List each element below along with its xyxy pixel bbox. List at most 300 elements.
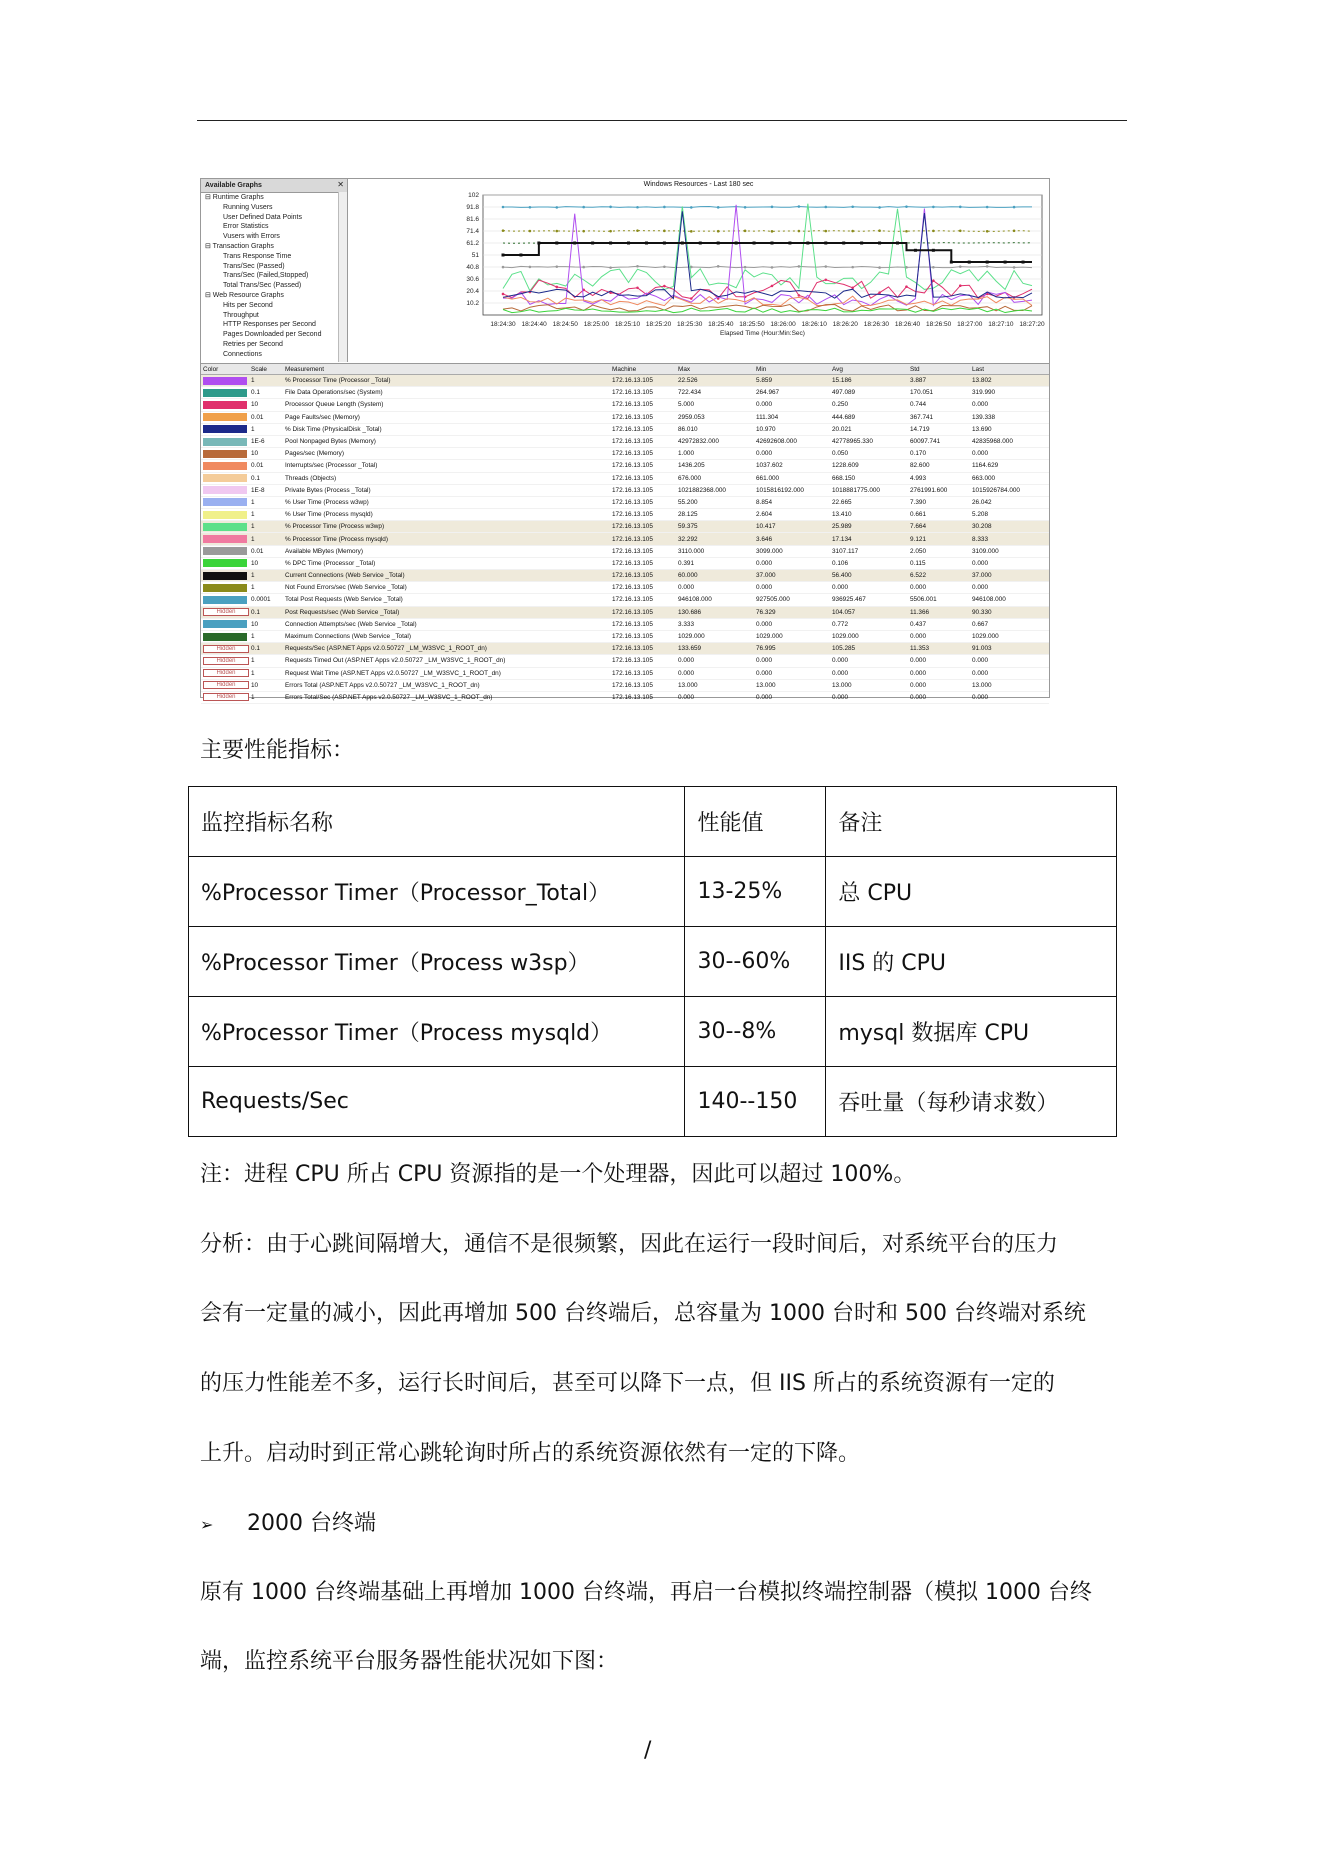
legend-cell-avg: 444.689 [830, 411, 908, 423]
legend-cell-std: 170.051 [908, 387, 970, 399]
series-point [771, 285, 774, 288]
legend-header-cell: Machine [610, 364, 676, 375]
legend-cell-scale: 10 [249, 399, 283, 411]
series-point [851, 230, 854, 233]
legend-cell-avg: 22.665 [830, 496, 908, 508]
legend-cell-max: 86.010 [676, 423, 754, 435]
series-point [798, 265, 801, 268]
series-point [959, 265, 962, 268]
legend-cell-avg: 1029.000 [830, 630, 908, 642]
metric-note: IIS 的 CPU [826, 927, 1117, 997]
legend-cell-measure: Private Bytes (Process _Total) [283, 484, 610, 496]
legend-header-cell: Std [908, 364, 970, 375]
legend-cell-avg: 0.772 [830, 618, 908, 630]
legend-row[interactable] [201, 557, 1049, 569]
series-point [932, 206, 935, 209]
legend-cell-max: 0.000 [676, 655, 754, 667]
legend-cell-machine: 172.16.13.105 [610, 630, 676, 642]
legend-cell-scale: 1 [249, 570, 283, 582]
legend-cell-scale: 1 [249, 582, 283, 594]
legend-header-cell: Scale [249, 364, 283, 375]
legend-cell-last: 946108.000 [970, 594, 1049, 606]
legend-cell-avg: 104.057 [830, 606, 908, 618]
legend-cell-measure: Pages/sec (Memory) [283, 448, 610, 460]
legend-cell-max: 1.000 [676, 448, 754, 460]
legend-cell-measure: % User Time (Process w3wp) [283, 496, 610, 508]
legend-cell-std: 5506.001 [908, 594, 970, 606]
legend-cell-machine: 172.16.13.105 [610, 667, 676, 679]
x-tick-label: 18:26:20 [832, 321, 858, 328]
series-point [663, 265, 666, 268]
legend-color-swatch [201, 582, 249, 594]
legend-row[interactable] [201, 655, 1049, 667]
legend-cell-avg: 3107.117 [830, 545, 908, 557]
legend-cell-avg: 0.000 [830, 691, 908, 703]
legend-cell-last: 0.000 [970, 691, 1049, 703]
series-point [690, 206, 693, 209]
section-heading: 主要性能指标： [200, 738, 355, 763]
legend-row[interactable] [201, 570, 1049, 582]
metric-value: 30--60% [685, 927, 826, 997]
legend-cell-min: 661.000 [754, 472, 830, 484]
legend-cell-min: 0.000 [754, 399, 830, 411]
legend-cell-last: 139.338 [970, 411, 1049, 423]
legend-cell-measure: % Disk Time (PhysicalDisk _Total) [283, 423, 610, 435]
tree-item[interactable]: ⊟ Web Resource Graphs [205, 291, 284, 299]
series-point [950, 261, 953, 264]
legend-cell-min: 264.967 [754, 387, 830, 399]
series-point [555, 206, 558, 209]
legend-row[interactable] [201, 533, 1049, 545]
table-row [189, 927, 1117, 997]
series-point [1022, 261, 1025, 264]
legend-cell-avg: 0.106 [830, 557, 908, 569]
legend-cell-std: 2761991.600 [908, 484, 970, 496]
legend-cell-last: 13.690 [970, 423, 1049, 435]
series-point [798, 205, 801, 208]
legend-color-swatch [201, 496, 249, 508]
legend-cell-scale: 0.1 [249, 472, 283, 484]
series-point [690, 297, 693, 300]
legend-row[interactable] [201, 496, 1049, 508]
legend-color-swatch: Hidden [201, 679, 249, 691]
series-point [609, 206, 612, 209]
series-point [1013, 229, 1016, 232]
tree-item[interactable]: Trans/Sec (Passed) [223, 262, 285, 270]
x-tick-label: 18:26:00 [770, 321, 796, 328]
legend-cell-scale: 0.01 [249, 411, 283, 423]
legend-cell-scale: 1 [249, 691, 283, 703]
legend-cell-scale: 0.1 [249, 643, 283, 655]
series-point [914, 249, 917, 252]
legend-color-swatch [201, 387, 249, 399]
series-point [502, 293, 505, 296]
legend-cell-last: 26.042 [970, 496, 1049, 508]
legend-cell-scale: 1 [249, 423, 283, 435]
legend-cell-scale: 1 [249, 655, 283, 667]
legend-cell-max: 133.659 [676, 643, 754, 655]
legend-cell-std: 0.115 [908, 557, 970, 569]
legend-cell-max: 676.000 [676, 472, 754, 484]
legend-cell-std: 3.887 [908, 375, 970, 387]
legend-cell-machine: 172.16.13.105 [610, 521, 676, 533]
legend-color-swatch [201, 472, 249, 484]
series-point [717, 206, 720, 209]
tree-item[interactable]: Connections [223, 350, 262, 358]
legend-cell-max: 42972832.000 [676, 435, 754, 447]
legend-row[interactable] [201, 509, 1049, 521]
legend-cell-machine: 172.16.13.105 [610, 460, 676, 472]
x-tick-label: 18:24:30 [490, 321, 516, 328]
legend-cell-last: 13.000 [970, 679, 1049, 691]
series-point [932, 266, 935, 269]
legend-cell-min: 76.329 [754, 606, 830, 618]
legend-color-swatch [201, 448, 249, 460]
metrics-header-row [189, 787, 1117, 857]
legend-row[interactable] [201, 387, 1049, 399]
legend-header-cell: Measurement [283, 364, 610, 375]
series-point [798, 230, 801, 233]
tree-item[interactable]: ⊟ Runtime Graphs [205, 194, 264, 201]
legend-cell-last: 1029.000 [970, 630, 1049, 642]
legend-cell-std: 0.000 [908, 691, 970, 703]
legend-cell-max: 0.391 [676, 557, 754, 569]
legend-cell-min: 0.000 [754, 582, 830, 594]
legend-cell-std: 7.664 [908, 521, 970, 533]
resource-graph [348, 179, 1049, 362]
legend-row[interactable] [201, 375, 1049, 387]
legend-cell-last: 1164.629 [970, 460, 1049, 472]
series-point [537, 242, 540, 245]
legend-cell-scale: 10 [249, 448, 283, 460]
legend-row[interactable] [201, 399, 1049, 411]
legend-row[interactable] [201, 594, 1049, 606]
legend-row[interactable] [201, 484, 1049, 496]
legend-cell-machine: 172.16.13.105 [610, 643, 676, 655]
series-point [878, 229, 881, 232]
legend-cell-avg: 1018881775.000 [830, 484, 908, 496]
legend-cell-scale: 10 [249, 557, 283, 569]
legend-cell-max: 0.000 [676, 582, 754, 594]
x-tick-label: 18:26:50 [925, 321, 952, 328]
legend-cell-last: 91.003 [970, 643, 1049, 655]
series-point [1013, 266, 1016, 269]
legend-row[interactable] [201, 435, 1049, 447]
legend-cell-last: 42835968.000 [970, 435, 1049, 447]
legend-cell-std: 0.000 [908, 667, 970, 679]
x-tick-label: 18:25:20 [645, 321, 672, 328]
legend-cell-min: 1015816192.000 [754, 484, 830, 496]
series-point [529, 206, 532, 209]
legend-cell-avg: 13.410 [830, 509, 908, 521]
graph-canvas [348, 179, 1049, 362]
series-point [968, 261, 971, 264]
tree-item[interactable]: HTTP Responses per Second [223, 321, 316, 329]
tree-item[interactable]: Error Statistics [223, 223, 269, 231]
legend-color-swatch [201, 618, 249, 630]
legend-row[interactable] [201, 643, 1049, 655]
legend-cell-min: 1037.602 [754, 460, 830, 472]
series-point [824, 279, 827, 282]
legend-row[interactable] [201, 679, 1049, 691]
legend-cell-last: 0.000 [970, 667, 1049, 679]
analysis-line: 上升。启动时到正常心跳轮询时所占的系统资源依然有一定的下降。 [200, 1441, 861, 1466]
legend-cell-max: 22.526 [676, 375, 754, 387]
legend-cell-measure: Maximum Connections (Web Service _Total) [283, 630, 610, 642]
series-point [878, 242, 881, 245]
legend-cell-avg: 0.050 [830, 448, 908, 460]
legend-cell-scale: 1 [249, 667, 283, 679]
legend-cell-last: 0.000 [970, 557, 1049, 569]
series-point [609, 242, 612, 245]
legend-row[interactable] [201, 423, 1049, 435]
legend-cell-min: 0.000 [754, 667, 830, 679]
series-point [842, 242, 845, 245]
legend-cell-max: 1436.205 [676, 460, 754, 472]
tree-item[interactable]: Pages Downloaded per Second [223, 331, 322, 339]
legend-cell-measure: % Processor Time (Processor _Total) [283, 375, 610, 387]
legend-row[interactable] [201, 448, 1049, 460]
legend-cell-min: 10.970 [754, 423, 830, 435]
series-point [717, 230, 720, 233]
tree-item[interactable]: User Defined Data Points [223, 213, 302, 221]
series-point [878, 266, 881, 269]
legend-cell-scale: 1 [249, 521, 283, 533]
metric-value: 30--8% [685, 997, 826, 1067]
legend-cell-last: 0.000 [970, 448, 1049, 460]
legend-cell-scale: 0.01 [249, 545, 283, 557]
legend-cell-last: 30.208 [970, 521, 1049, 533]
legend-header-cell: Avg [830, 364, 908, 375]
legend-cell-scale: 0.1 [249, 606, 283, 618]
series-point [582, 206, 585, 209]
table-row [189, 1067, 1117, 1137]
legend-cell-scale: 1E-8 [249, 484, 283, 496]
legend-cell-max: 130.686 [676, 606, 754, 618]
header-cell: 性能值 [685, 787, 826, 857]
legend-row[interactable] [201, 472, 1049, 484]
tree-item[interactable]: Running Vusers [223, 203, 273, 211]
legend-cell-max: 2959.053 [676, 411, 754, 423]
body-line: 端，监控系统平台服务器性能状况如下图： [200, 1649, 619, 1674]
legend-cell-min: 0.000 [754, 618, 830, 630]
legend-cell-max: 1021882368.000 [676, 484, 754, 496]
legend-cell-machine: 172.16.13.105 [610, 618, 676, 630]
legend-cell-avg: 17.134 [830, 533, 908, 545]
legend-cell-max: 3.333 [676, 618, 754, 630]
series-point [502, 254, 505, 257]
legend-cell-measure: Processor Queue Length (System) [283, 399, 610, 411]
metric-name: %Processor Timer（Process mysqld） [189, 997, 685, 1067]
legend-cell-avg: 1228.609 [830, 460, 908, 472]
series-point [744, 206, 747, 209]
tree-item[interactable]: Trans/Sec (Failed,Stopped) [223, 272, 309, 280]
legend-cell-measure: Requests Timed Out (ASP.NET Apps v2.0.50727 _LM_W3SVC_1_ROOT_dn) [283, 655, 610, 667]
legend-cell-scale: 1E-6 [249, 435, 283, 447]
legend-row[interactable] [201, 582, 1049, 594]
legend-cell-machine: 172.16.13.105 [610, 411, 676, 423]
legend-cell-measure: Requests/Sec (ASP.NET Apps v2.0.50727 _LM_W3SVC_1_ROOT_dn) [283, 643, 610, 655]
legend-cell-machine: 172.16.13.105 [610, 496, 676, 508]
series-point [878, 291, 881, 294]
tree-item[interactable]: Retries per Second [223, 340, 283, 348]
legend-cell-avg: 668.150 [830, 472, 908, 484]
x-tick-label: 18:25:50 [739, 321, 765, 328]
metrics-table [188, 786, 1117, 1137]
series-point [824, 206, 827, 209]
x-tick-label: 18:25:10 [614, 321, 641, 328]
tree-item[interactable]: Total Trans/Sec (Passed) [223, 282, 302, 290]
legend-cell-avg: 20.021 [830, 423, 908, 435]
series-point [636, 265, 639, 268]
legend-cell-machine: 172.16.13.105 [610, 423, 676, 435]
legend-cell-min: 2.604 [754, 509, 830, 521]
graph-title: Windows Resources - Last 180 sec [643, 181, 754, 188]
legend-cell-std: 367.741 [908, 411, 970, 423]
legend-cell-std: 0.661 [908, 509, 970, 521]
legend-color-swatch [201, 399, 249, 411]
performance-screenshot [200, 178, 1050, 701]
legend-cell-max: 946108.000 [676, 594, 754, 606]
header-rule [197, 120, 1127, 121]
legend-cell-max: 32.292 [676, 533, 754, 545]
legend-cell-machine: 172.16.13.105 [610, 509, 676, 521]
series-point [627, 242, 630, 245]
metric-name: Requests/Sec [189, 1067, 685, 1137]
legend-row[interactable] [201, 667, 1049, 679]
legend-cell-max: 55.200 [676, 496, 754, 508]
series-point [1013, 206, 1016, 209]
tree-item[interactable]: Hits per Second [223, 301, 273, 309]
legend-cell-last: 0.000 [970, 582, 1049, 594]
series-point [735, 242, 738, 245]
legend-row[interactable] [201, 606, 1049, 618]
legend-color-swatch [201, 570, 249, 582]
legend-cell-avg: 42778965.330 [830, 435, 908, 447]
legend-cell-measure: % User Time (Process mysqld) [283, 509, 610, 521]
series-point [744, 230, 747, 233]
header-cell: 备注 [826, 787, 1117, 857]
series-point [905, 230, 908, 233]
legend-color-swatch [201, 423, 249, 435]
legend-cell-measure: File Data Operations/sec (System) [283, 387, 610, 399]
tree-item[interactable]: Trans Response Time [223, 252, 292, 260]
legend-cell-max: 1029.000 [676, 630, 754, 642]
series-point [824, 230, 827, 233]
metric-note: 吞吐量（每秒请求数） [826, 1067, 1117, 1137]
series-point [932, 230, 935, 233]
series-point [932, 249, 935, 252]
legend-cell-min: 3.646 [754, 533, 830, 545]
legend-cell-machine: 172.16.13.105 [610, 545, 676, 557]
legend-row[interactable] [201, 618, 1049, 630]
x-tick-label: 18:24:40 [521, 321, 547, 328]
series-point [636, 229, 639, 232]
legend-cell-min: 0.000 [754, 448, 830, 460]
tree-item[interactable]: Throughput [223, 311, 259, 319]
legend-cell-std: 14.719 [908, 423, 970, 435]
legend-cell-std: 0.000 [908, 630, 970, 642]
series-point [663, 285, 666, 288]
legend-cell-last: 0.000 [970, 399, 1049, 411]
legend-cell-last: 663.000 [970, 472, 1049, 484]
series-point [717, 242, 720, 245]
table-row [189, 857, 1117, 927]
series-point [636, 287, 639, 290]
legend-cell-max: 28.125 [676, 509, 754, 521]
y-tick-label: 81.6 [466, 216, 479, 223]
table-row [189, 997, 1117, 1067]
series-point [753, 242, 756, 245]
legend-cell-scale: 10 [249, 618, 283, 630]
legend-cell-machine: 172.16.13.105 [610, 594, 676, 606]
legend-color-swatch [201, 484, 249, 496]
legend-cell-std: 0.744 [908, 399, 970, 411]
legend-cell-min: 111.304 [754, 411, 830, 423]
legend-cell-min: 8.854 [754, 496, 830, 508]
legend-header-cell: Min [754, 364, 830, 375]
legend-cell-scale: 1 [249, 630, 283, 642]
legend-cell-machine: 172.16.13.105 [610, 533, 676, 545]
x-tick-label: 18:27:10 [988, 321, 1014, 328]
x-tick-label: 18:25:40 [708, 321, 734, 328]
series-point [690, 230, 693, 233]
series-point [573, 242, 576, 245]
legend-cell-last: 1015926784.000 [970, 484, 1049, 496]
legend-cell-machine: 172.16.13.105 [610, 570, 676, 582]
series-point [636, 206, 639, 209]
series-point [555, 230, 558, 233]
legend-cell-last: 0.667 [970, 618, 1049, 630]
page-footer: / [644, 1738, 652, 1763]
legend-cell-max: 59.375 [676, 521, 754, 533]
legend-color-swatch: Hidden [201, 606, 249, 618]
bullet-arrow-icon: ➢ [200, 1515, 214, 1534]
legend-cell-measure: Post Requests/sec (Web Service _Total) [283, 606, 610, 618]
series-point [788, 242, 791, 245]
legend-row[interactable] [201, 691, 1049, 703]
x-tick-label: 18:26:40 [894, 321, 921, 328]
legend-row[interactable] [201, 521, 1049, 533]
tree-item[interactable]: ⊟ Transaction Graphs [205, 242, 274, 250]
legend-body [201, 375, 1049, 704]
legend-row[interactable] [201, 460, 1049, 472]
legend-cell-measure: Errors Total/Sec (ASP.NET Apps v2.0.50727 _LM_W3SVC_1_ROOT_dn) [283, 691, 610, 703]
y-tick-label: 61.2 [466, 240, 479, 247]
legend-cell-machine: 172.16.13.105 [610, 484, 676, 496]
legend-row[interactable] [201, 630, 1049, 642]
legend-cell-measure: Total Post Requests (Web Service _Total) [283, 594, 610, 606]
legend-cell-avg: 25.989 [830, 521, 908, 533]
legend-cell-std: 11.353 [908, 643, 970, 655]
legend-cell-measure: Pool Nonpaged Bytes (Memory) [283, 435, 610, 447]
legend-row[interactable] [201, 411, 1049, 423]
legend-cell-measure: Interrupts/sec (Processor _Total) [283, 460, 610, 472]
legend-cell-measure: Request Wait Time (ASP.NET Apps v2.0.50727 _LM_W3SVC_1_ROOT_dn) [283, 667, 610, 679]
legend-header-cell: Last [970, 364, 1049, 375]
legend-cell-std: 6.522 [908, 570, 970, 582]
series-point [771, 230, 774, 233]
legend-row[interactable] [201, 545, 1049, 557]
series-point [824, 265, 827, 268]
series-point [609, 230, 612, 233]
tree-item[interactable]: Vusers with Errors [223, 233, 280, 241]
legend-cell-machine: 172.16.13.105 [610, 557, 676, 569]
series-point [529, 266, 532, 269]
legend-cell-std: 11.366 [908, 606, 970, 618]
legend-cell-scale: 1 [249, 509, 283, 521]
legend-cell-measure: Page Faults/sec (Memory) [283, 411, 610, 423]
